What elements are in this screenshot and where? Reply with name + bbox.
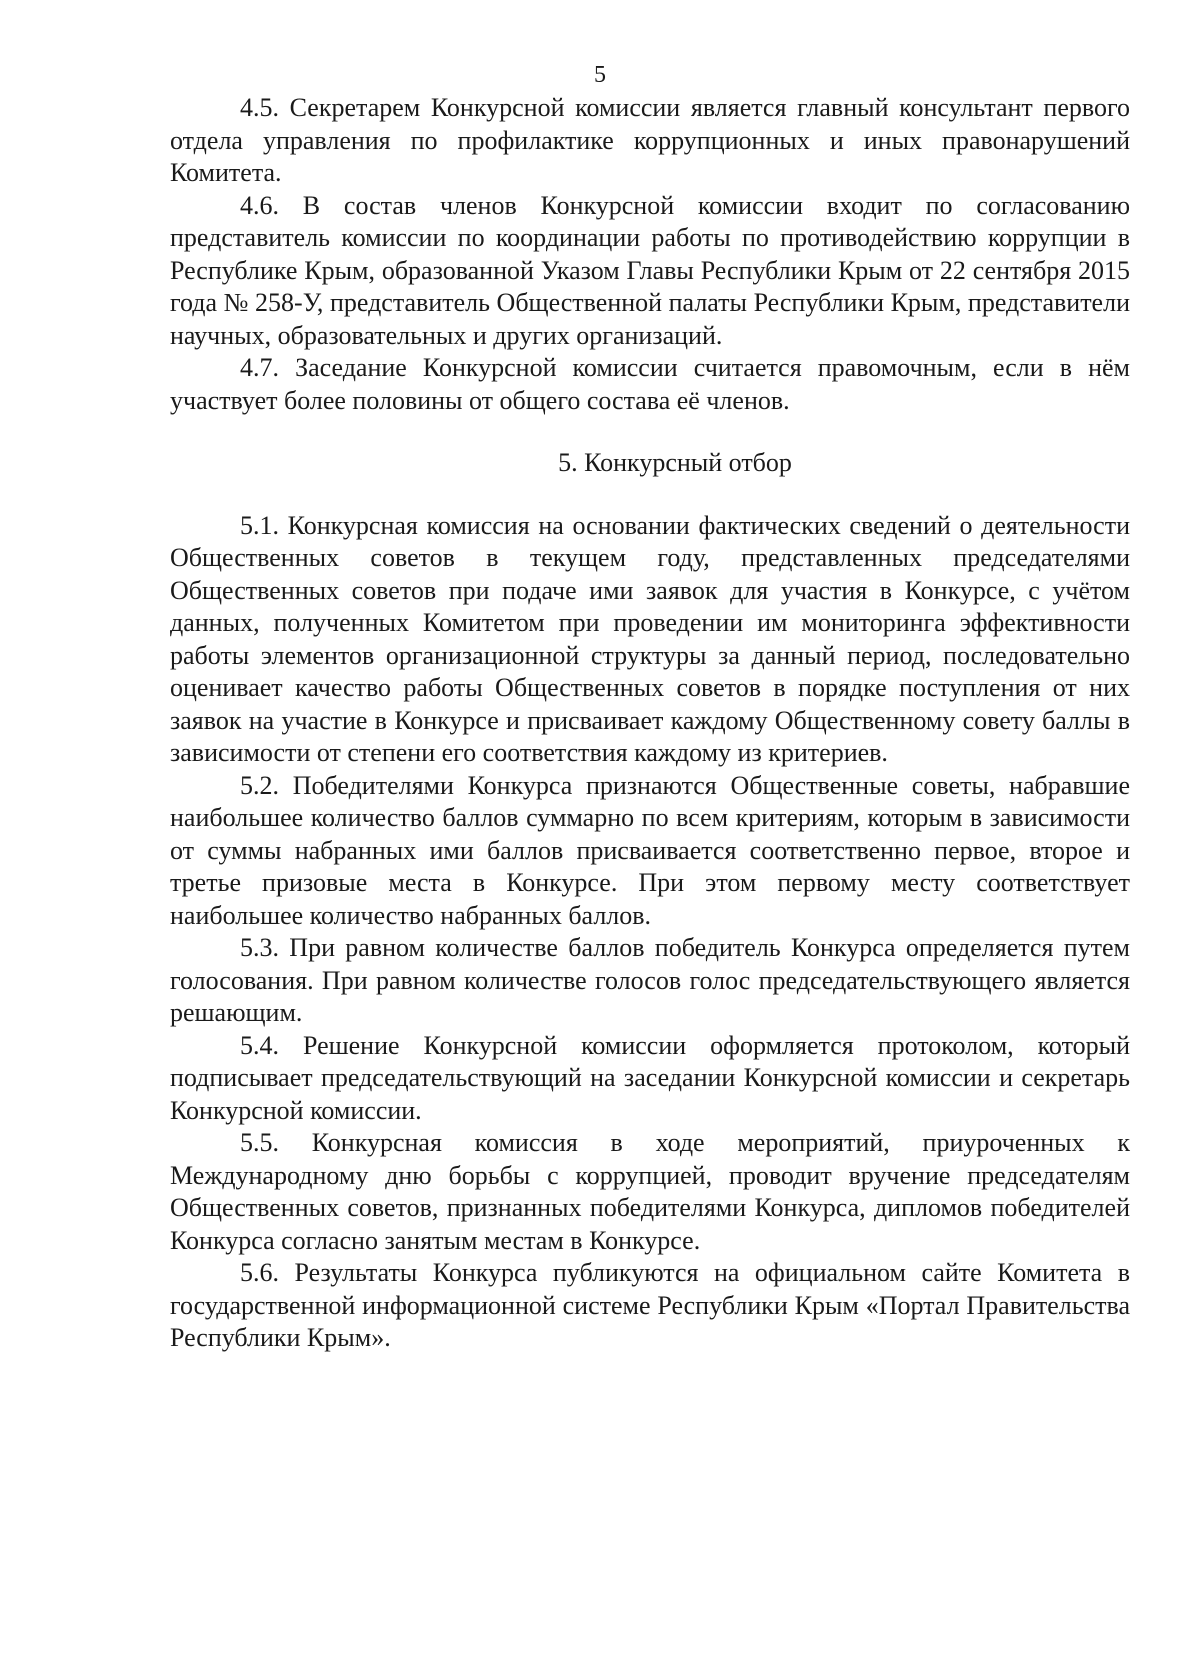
paragraph-4-7: 4.7. Заседание Конкурсной комиссии считается правомочным, если в нём участвует более половины от общего состава её членов. [170,353,1130,415]
document-body [170,92,1130,1355]
paragraph-5-4: 5.4. Решение Конкурсной комиссии оформляется протоколом, который подписывает председательствующий на заседании Конкурсной комиссии и секретарь Конкурсной комиссии. [170,1030,1130,1125]
paragraph-5-3: 5.3. При равном количестве баллов победитель Конкурса определяется путем голосования. При равном количестве голосов голос председательствующего является решающим. [170,933,1130,1027]
paragraph-4-6: 4.6. В состав членов Конкурсной комиссии входит по согласованию представитель комиссии по координации работы по противодействию коррупции в Республике Крым, образованной Указом Главы Республики Крым от 22 сентября 2015 года № 258-У, представитель Общественной палаты Республики Крым, представители научных, образовательных и других организаций. [170,190,1130,350]
paragraph-5-2: 5.2. Победителями Конкурса признаются Общественные советы, набравшие наибольшее количество баллов суммарно по всем критериям, которым в зависимости от суммы набранных ими баллов присваивается соответственно первое, второе и третье призовые места в Конкурсе. При этом первому месту соответствует наибольшее количество набранных баллов. [170,770,1130,930]
paragraph-5-1: 5.1. Конкурсная комиссия на основании фактических сведений о деятельности Общественных советов в текущем году, представленных председателями Общественных советов при подаче ими заявок для участия в Конкурсе, с учётом данных, полученных Комитетом при проведении им мониторинга эффективности работы элементов организационной структуры за данный период, последовательно оценивает качество работы Общественных советов в порядке поступления от них заявок на участие в Конкурсе и присваивает каждому Общественному совету баллы в зависимости от степени его соответствия каждому из критериев. [170,510,1130,767]
section-heading: 5. Конкурсный отбор [558,448,792,477]
paragraph-4-5: 4.5. Секретарем Конкурсной комиссии является главный консультант первого отдела управления по профилактике коррупционных и иных правонарушений Комитета. [170,93,1130,187]
page-number: 5 [594,62,606,88]
paragraph-5-6: 5.6. Результаты Конкурса публикуются на официальном сайте Комитета в государственной информационной системе Республики Крым «Портал Правительства Республики Крым». [170,1258,1130,1352]
paragraph-5-5: 5.5. Конкурсная комиссия в ходе мероприятий, приуроченных к Международному дню борьбы с коррупцией, проводит вручение председателям Общественных советов, признанных победителями Конкурса, дипломов победителей Конкурса согласно занятым местам в Конкурсе. [170,1128,1130,1255]
